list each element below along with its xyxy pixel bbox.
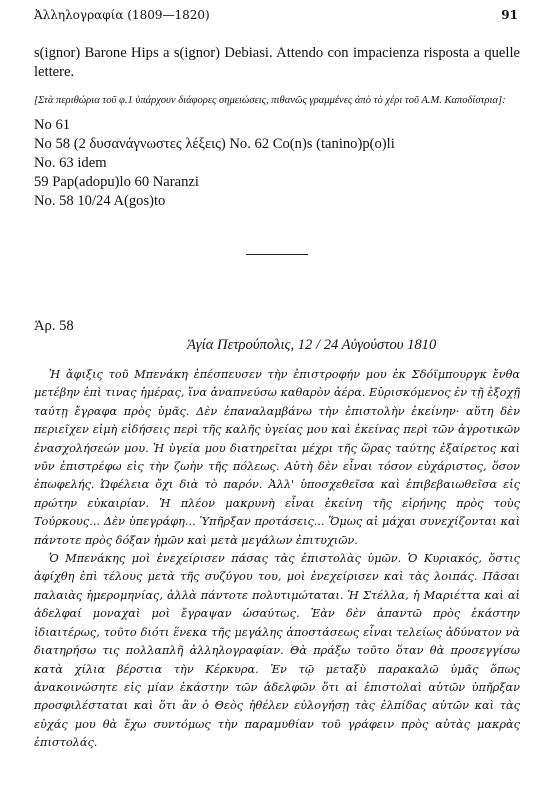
running-title: Ἀλληλογραφία (1809—1820) — [34, 8, 210, 22]
marginal-note: No. 63 idem — [34, 155, 107, 171]
marginal-note: No 58 (2 δυσανάγνωστες λέξεις) No. 62 Co(n)s (tanino)p(o)li — [34, 136, 395, 152]
letter-body — [34, 366, 520, 753]
continuation-text: s(ignor) Barone Hips a s(ignor) Debiasi. Attendo con impacienza risposta a quelle lettere. — [34, 45, 520, 80]
letter-paragraph: Ὁ Μπενάκης μοὶ ἐνεχείρισεν πάσας τὰς ἐπιστολὰς ὑμῶν. Ὁ Κυριακός, ὅστις ἀφίχθη ἐπὶ τέλους μετὰ τῆς συζύγου του, μοὶ ἐνεχείρισεν καὶ τὰς λοιπάς. Πᾶσαι παλαιὰς ἡμερομηνίας, ἀλλὰ πάντοτε πολυτιμώταται. Ἡ Στέλλα, ἡ Μαριέττα καὶ αἱ ἀδελφαί μοναχαὶ μοὶ ἔγραψαν ὡσαύτως. Ἐὰν δὲν ἀπαντῶ πρὸς ἑκάστην ἰδιαιτέρως, τοῦτο διότι ἕνεκα τῆς μεγάλης ἀποστάσεως εἶναι τελείως ἀδύνατον νὰ διατηρήσω τις πολλαπλῆ ἀλληλογραφίαν. Θὰ πράξω τοῦτο ὅταν θὰ προσεγγίσω κατὰ χίλια βέρστια τὴν Κέρκυρα. Ἐν τῷ μεταξὺ παρακαλῶ ὑμᾶς ὅπως ἀνακοινώσητε εἰς μίαν ἑκάστην τῶν ἀδελφῶν ὅτι αἱ ἐπιστολαὶ αὐτῶν ὑπῆρξαν προσφιλέσταται καὶ ὅτι ἂν ὁ Θεὸς ἠθέλεν εὐλογήσῃ τὰς ἐλπίδας αὐτῶν καὶ τὰς εὐχάς μου θὰ ἔχω συντόμως τὴν παραμυθίαν τοῦ γράφειν πρὸς αὐτὰς μακρὰς ἐπιστολάς. — [34, 552, 520, 750]
letter-dateline: Ἁγία Πετρούπολις, 12 / 24 Αὐγούστου 1810 — [187, 337, 437, 353]
page-number: 91 — [501, 8, 518, 22]
running-header — [34, 8, 520, 26]
marginal-note: No 61 — [34, 117, 71, 133]
section-divider — [246, 254, 308, 255]
marginal-notes-list — [34, 116, 520, 211]
marginal-note: 59 Pap(adopu)lo 60 Naranzi — [34, 174, 199, 190]
document-page — [34, 8, 520, 753]
editorial-note: [Στὰ περιθώρια τοῦ φ.1 ὑπάρχουν διάφορες σημειώσεις, πιθανῶς γραμμένες ἀπὸ τὸ χέρι τοῦ Α.Μ. Καποδίστρια]: — [34, 95, 506, 106]
letter-paragraph: Ἡ ἄφιξις τοῦ Μπενάκη ἐπέσπευσεν τὴν ἐπιστροφήν μου ἐκ Σδόϊμπουργκ ἔνθα μετέβην ἐπὶ τινας ἡμέρας, ἵνα ἀναπνεύσω καθαρὸν ἀέρα. Εὑρισκόμενος ἐν τῇ ἐξοχῇ ταύτῃ ἔγραφα πρὸς ὑμᾶς. Δὲν ἐπαναλαμβάνω τὴν ἐπιστολὴν ἐκείνην· αὕτη δὲν περιεῖχεν εἰμὴ εἰδήσεις περὶ τῆς καλῆς ὑγείας μου καὶ ἐκείνας περὶ τῶν ἀγροτικῶν ἐνασχολήσεών μου. Ἡ ὑγεία μου διατηρεῖται μέχρι τῆς ὥρας ταύτης ἐξαίρετος καὶ νῦν ἐπιστρέφω εἰς τὴν ζωὴν τῆς πόλεως. Αὐτὴ δὲν εἶναι τόσον εὐχάριστος, ὅσον ἐπωφελής. Ὠφέλεια ὄχι διὰ τὸ παρόν. Ἀλλ' ὑποσχεθεῖσα καὶ ἐπιβεβαιωθεῖσα εἰς πρώτην εὐκαιρίαν. Ἡ πλέον μακρυνὴ εἶναι ἐκείνη τῆς εἰρήνης πρὸς τοὺς Τούρκους... Δὲν ὑπεγράφη... Ὑπῆρξαν προτάσεις... Ὅμως αἱ μάχαι συνεχίζονται καὶ πάντοτε πρὸς δόξαν ἡμῶν καὶ μετὰ μεγάλων ἐπιτυχιῶν. — [34, 368, 520, 547]
marginal-note: No. 58 10/24 A(gos)to — [34, 193, 166, 209]
letter-number: Ἀρ. 58 — [34, 318, 74, 334]
